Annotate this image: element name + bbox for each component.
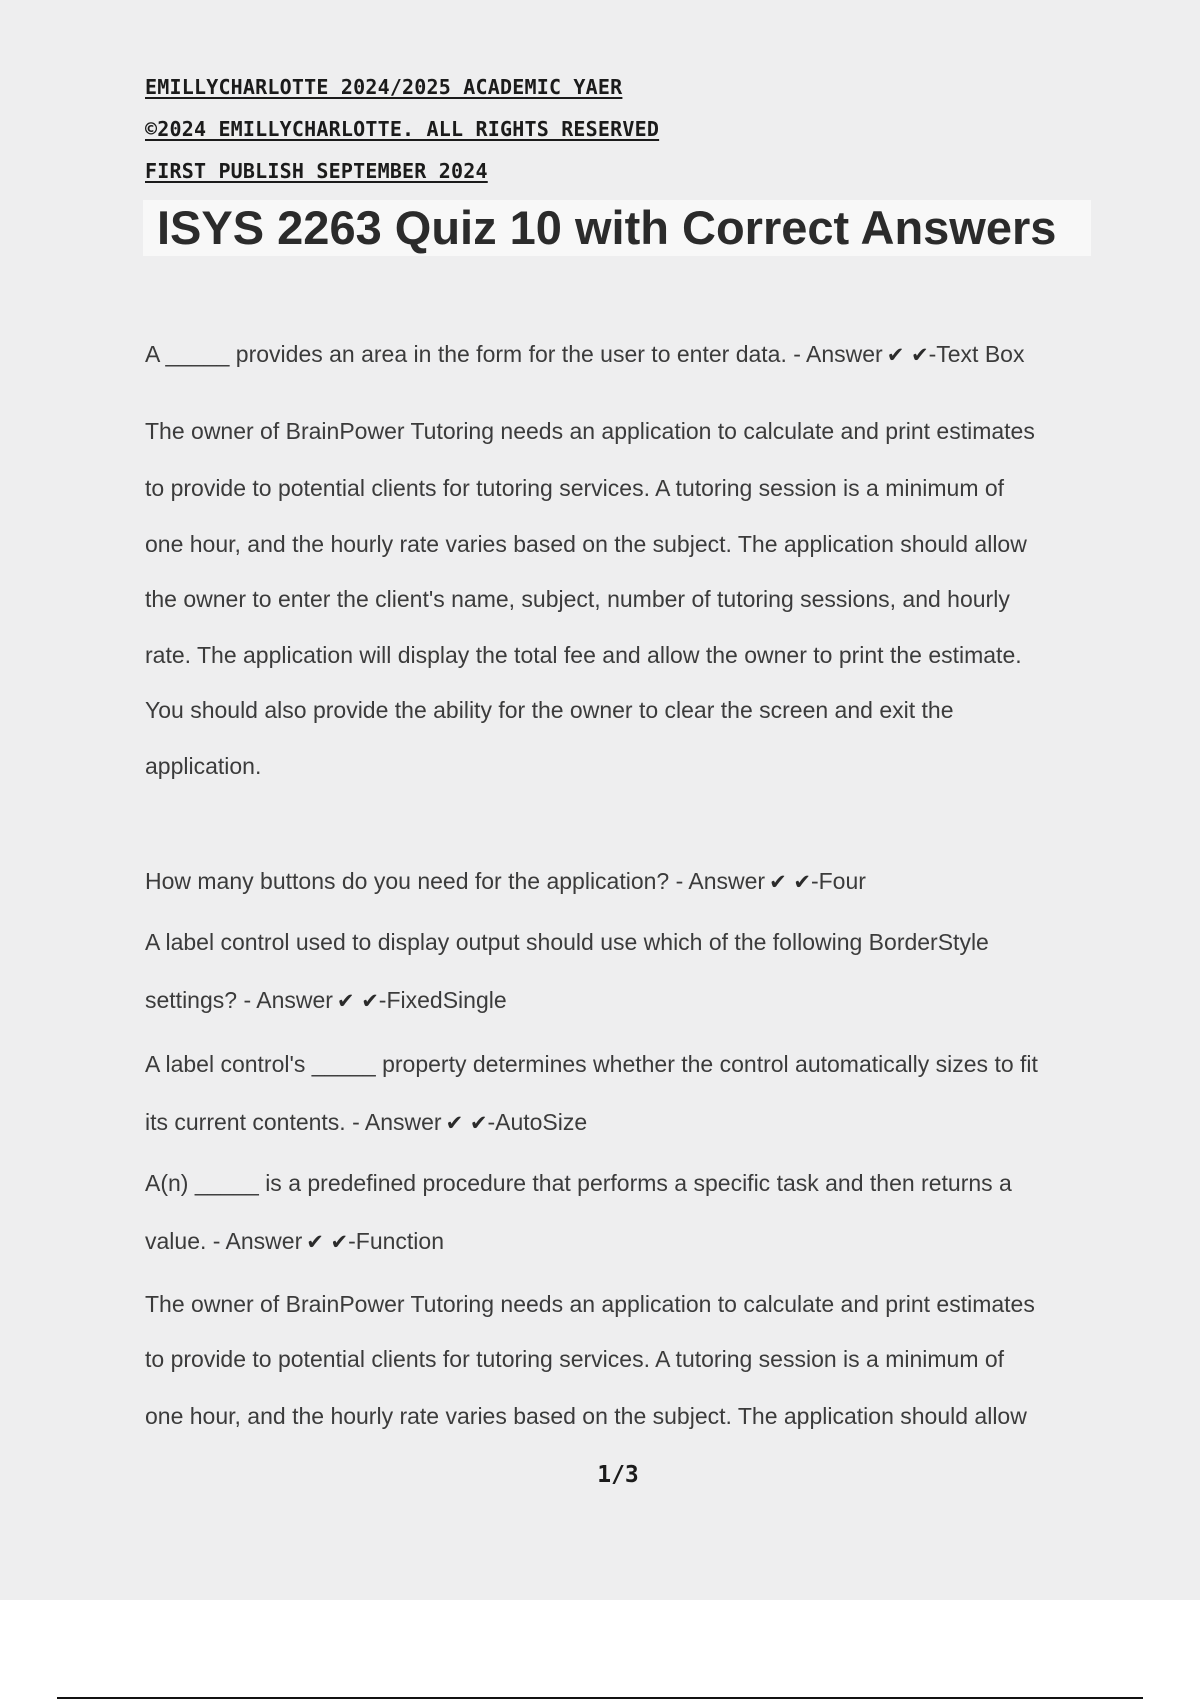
double-check-icon: ✔ ✔: [336, 989, 379, 1013]
line-text: A label control used to display output should use which of the following BorderStyle: [145, 929, 989, 955]
text-line: [145, 927, 989, 957]
question-answer-line: [145, 866, 866, 897]
line-text: A label control's _____ property determines whether the control automatically sizes to fit: [145, 1051, 1038, 1077]
question-answer-line: [145, 985, 507, 1016]
text-line: [145, 473, 1004, 503]
text-line: [145, 529, 1027, 559]
double-check-icon: ✔ ✔: [445, 1111, 488, 1135]
line-text: to provide to potential clients for tutoring services. A tutoring session is a minimum of: [145, 1346, 1005, 1372]
page-separator: [57, 1697, 1143, 1699]
double-check-icon: ✔ ✔: [886, 343, 929, 367]
question-answer-line: [145, 1107, 587, 1138]
answer-text: -Four: [810, 868, 866, 894]
text-line: [145, 751, 261, 781]
document-title: ISYS 2263 Quiz 10 with Correct Answers: [157, 201, 1057, 254]
text-line: [145, 1168, 1012, 1198]
text-line: [145, 695, 953, 725]
double-check-icon: ✔ ✔: [306, 1230, 349, 1254]
header-academic-year: EMILLYCHARLOTTE 2024/2025 ACADEMIC YAER: [145, 75, 623, 99]
answer-text: -FixedSingle: [378, 987, 507, 1013]
line-text: the owner to enter the client's name, subject, number of tutoring sessions, and hourly: [145, 586, 1010, 612]
answer-text: -Function: [348, 1228, 444, 1254]
text-line: [145, 584, 1010, 614]
text-line: [145, 1289, 1035, 1319]
line-text: The owner of BrainPower Tutoring needs an application to calculate and print estimates: [145, 418, 1035, 444]
text-line: [145, 1344, 1004, 1374]
line-text: one hour, and the hourly rate varies based on the subject. The application should allow: [145, 1403, 1027, 1429]
line-text: A _____ provides an area in the form for the user to enter data. - Answer: [145, 341, 883, 367]
question-answer-line: [145, 1226, 444, 1257]
text-line: [145, 1401, 1027, 1431]
line-text: settings? - Answer: [145, 987, 333, 1013]
double-check-icon: ✔ ✔: [769, 870, 811, 894]
header-publish-date: FIRST PUBLISH SEPTEMBER 2024: [145, 159, 488, 183]
text-line: [145, 1049, 1038, 1079]
line-text: The owner of BrainPower Tutoring needs an application to calculate and print estimates: [145, 1291, 1035, 1317]
line-text: rate. The application will display the total fee and allow the owner to print the estimate.: [145, 642, 1022, 668]
text-line: [145, 640, 1022, 670]
page-number: 1/3: [597, 1462, 639, 1488]
answer-text: -AutoSize: [487, 1109, 588, 1135]
line-text: A(n) _____ is a predefined procedure that performs a specific task and then returns a: [145, 1170, 1012, 1196]
line-text: value. - Answer: [145, 1228, 303, 1254]
line-text: application.: [145, 753, 262, 779]
question-answer-line: [145, 339, 1024, 370]
line-text: You should also provide the ability for the owner to clear the screen and exit the: [145, 697, 954, 723]
line-text: How many buttons do you need for the application? - Answer: [145, 868, 766, 894]
header-copyright: ©2024 EMILLYCHARLOTTE. ALL RIGHTS RESERVED: [145, 117, 660, 141]
line-text: one hour, and the hourly rate varies based on the subject. The application should allow: [145, 531, 1027, 557]
answer-text: -Text Box: [928, 341, 1025, 367]
line-text: to provide to potential clients for tutoring services. A tutoring session is a minimum of: [145, 475, 1005, 501]
line-text: its current contents. - Answer: [145, 1109, 442, 1135]
text-line: [145, 416, 1035, 446]
